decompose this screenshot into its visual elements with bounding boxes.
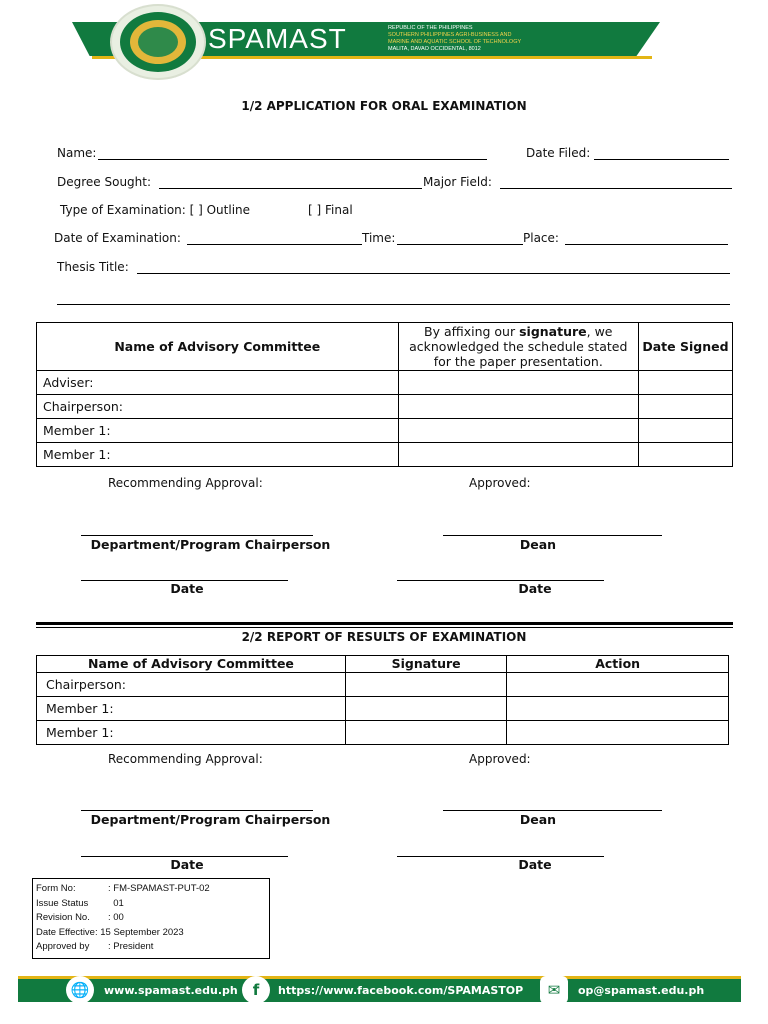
type-of-exam-final[interactable]: [ ] Final [308, 203, 353, 217]
form-info-value: : FM-SPAMAST-PUT-02 [108, 883, 210, 894]
row-member1b-signature[interactable] [398, 443, 638, 467]
place-label: Place: [523, 231, 559, 245]
result-member1-signature[interactable] [345, 697, 506, 721]
col-signature-post: , we acknowledged the schedule stated for the paper presentation. [409, 324, 628, 369]
type-of-exam-outline[interactable]: Type of Examination: [ ] Outline [60, 203, 251, 217]
row-member1b-date[interactable] [638, 443, 732, 467]
table-row [37, 419, 733, 443]
globe-icon: 🌐 [66, 976, 94, 1004]
date-of-exam-label: Date of Examination: [54, 231, 181, 245]
thesis-title-field-2[interactable] [57, 304, 730, 305]
brand-sub-line3: MARINE AND AQUATIC SCHOOL OF TECHNOLOGY [388, 39, 522, 45]
dept-chair-date-label: Date [170, 581, 204, 596]
date-of-exam-field[interactable] [187, 244, 362, 245]
form-info-box [32, 878, 270, 959]
approved-label: Approved: [469, 476, 531, 490]
table-row [37, 443, 733, 467]
table-row [37, 371, 733, 395]
footer-email-link[interactable]: op@spamast.edu.ph [578, 984, 705, 997]
dean-label-2: Dean [519, 812, 557, 827]
col-signature-bold: signature [519, 324, 587, 339]
col-date-signed-header: Date Signed [638, 323, 732, 371]
degree-sought-label: Degree Sought: [57, 175, 152, 189]
facebook-icon: f [242, 976, 270, 1004]
form-info-value: 01 [108, 897, 124, 909]
dept-chair-signature-line[interactable] [81, 535, 313, 536]
dept-chair-date-label-2: Date [170, 857, 204, 872]
brand-sub-line2: SOUTHERN PHILIPPINES AGRI-BUSINESS AND [388, 32, 512, 38]
result-member1-action[interactable] [507, 697, 729, 721]
col-signature-pre: By affixing our [424, 324, 520, 339]
row-member1-date[interactable] [638, 419, 732, 443]
table-row [37, 697, 729, 721]
approved-label-2: Approved: [469, 752, 531, 766]
result-member1-label: Member 1: [37, 697, 346, 721]
footer-website-link[interactable]: www.spamast.edu.ph [104, 984, 238, 997]
form-info-key: Approved by [36, 941, 90, 952]
time-label: Time: [362, 231, 396, 245]
result-chairperson-signature[interactable] [345, 673, 506, 697]
form-info-key: Form No: [36, 883, 76, 894]
row-adviser-label: Adviser: [37, 371, 399, 395]
date-filed-field[interactable] [594, 159, 729, 160]
thesis-title-label: Thesis Title: [57, 260, 129, 274]
table-row [37, 673, 729, 697]
dean-signature-line[interactable] [443, 535, 662, 536]
row-adviser-date[interactable] [638, 371, 732, 395]
row-member1-label: Member 1: [37, 419, 399, 443]
mail-icon: ✉ [540, 976, 568, 1004]
col-committee-header: Name of Advisory Committee [37, 323, 399, 371]
form-info-row [36, 911, 269, 926]
table-row [37, 395, 733, 419]
section1-title: 1/2 APPLICATION FOR ORAL EXAMINATION [241, 99, 527, 113]
brand-subtitle [388, 25, 588, 53]
form-info-row [36, 882, 269, 897]
dean-label: Dean [519, 537, 557, 552]
section-divider-thick [36, 622, 733, 625]
section2-title: 2/2 REPORT OF RESULTS OF EXAMINATION [241, 630, 527, 644]
table-row [37, 721, 729, 745]
form-info-row [36, 926, 269, 941]
place-field[interactable] [565, 244, 728, 245]
form-info-row [36, 940, 269, 955]
form-info-key: Revision No. [36, 912, 90, 923]
row-chairperson-label: Chairperson: [37, 395, 399, 419]
result-member1b-label: Member 1: [37, 721, 346, 745]
date-filed-label: Date Filed: [526, 146, 591, 160]
major-field-field[interactable] [500, 188, 732, 189]
results-table [36, 655, 729, 745]
row-member1-signature[interactable] [398, 419, 638, 443]
col-committee-header: Name of Advisory Committee [37, 656, 346, 673]
dean-date-label-2: Date [518, 857, 552, 872]
form-info-row [36, 897, 269, 912]
brand-sub-line1: REPUBLIC OF THE PHILIPPINES [388, 25, 473, 31]
brand-sub-line4: MALITA, DAVAO OCCIDENTAL, 8012 [388, 46, 481, 52]
form-info-key: Date Effective: [36, 926, 98, 938]
dept-chair-signature-line-2[interactable] [81, 810, 313, 811]
seal-center [138, 27, 178, 57]
recommending-approval-label: Recommending Approval: [108, 476, 263, 490]
row-adviser-signature[interactable] [398, 371, 638, 395]
row-member1b-label: Member 1: [37, 443, 399, 467]
time-field[interactable] [397, 244, 523, 245]
dean-signature-line-2[interactable] [443, 810, 662, 811]
result-chairperson-label: Chairperson: [37, 673, 346, 697]
result-member1b-signature[interactable] [345, 721, 506, 745]
row-chairperson-date[interactable] [638, 395, 732, 419]
degree-sought-field[interactable] [159, 188, 422, 189]
row-chairperson-signature[interactable] [398, 395, 638, 419]
result-member1b-action[interactable] [507, 721, 729, 745]
advisory-committee-table [36, 322, 733, 467]
section-divider-thin [36, 627, 733, 628]
col-signature-header: Signature [345, 656, 506, 673]
form-info-key: Issue Status [36, 897, 89, 909]
brand-name: SPAMAST [208, 23, 347, 54]
table-header-row [37, 656, 729, 673]
col-signature-header [398, 323, 638, 371]
footer-facebook-link[interactable]: https://www.facebook.com/SPAMASTOP [278, 984, 524, 997]
name-field[interactable] [98, 159, 487, 160]
dept-chair-label-2: Department/Program Chairperson [90, 812, 331, 827]
col-action-header: Action [507, 656, 729, 673]
name-label: Name: [57, 146, 97, 160]
major-field-label: Major Field: [423, 175, 492, 189]
thesis-title-field[interactable] [137, 273, 730, 274]
result-chairperson-action[interactable] [507, 673, 729, 697]
dept-chair-label: Department/Program Chairperson [90, 537, 331, 552]
recommending-approval-label-2: Recommending Approval: [108, 752, 263, 766]
dean-date-label: Date [518, 581, 552, 596]
form-info-value: 15 September 2023 [100, 926, 184, 938]
form-info-value: : President [108, 941, 154, 952]
form-info-value: : 00 [108, 912, 124, 923]
table-header-row [37, 323, 733, 371]
